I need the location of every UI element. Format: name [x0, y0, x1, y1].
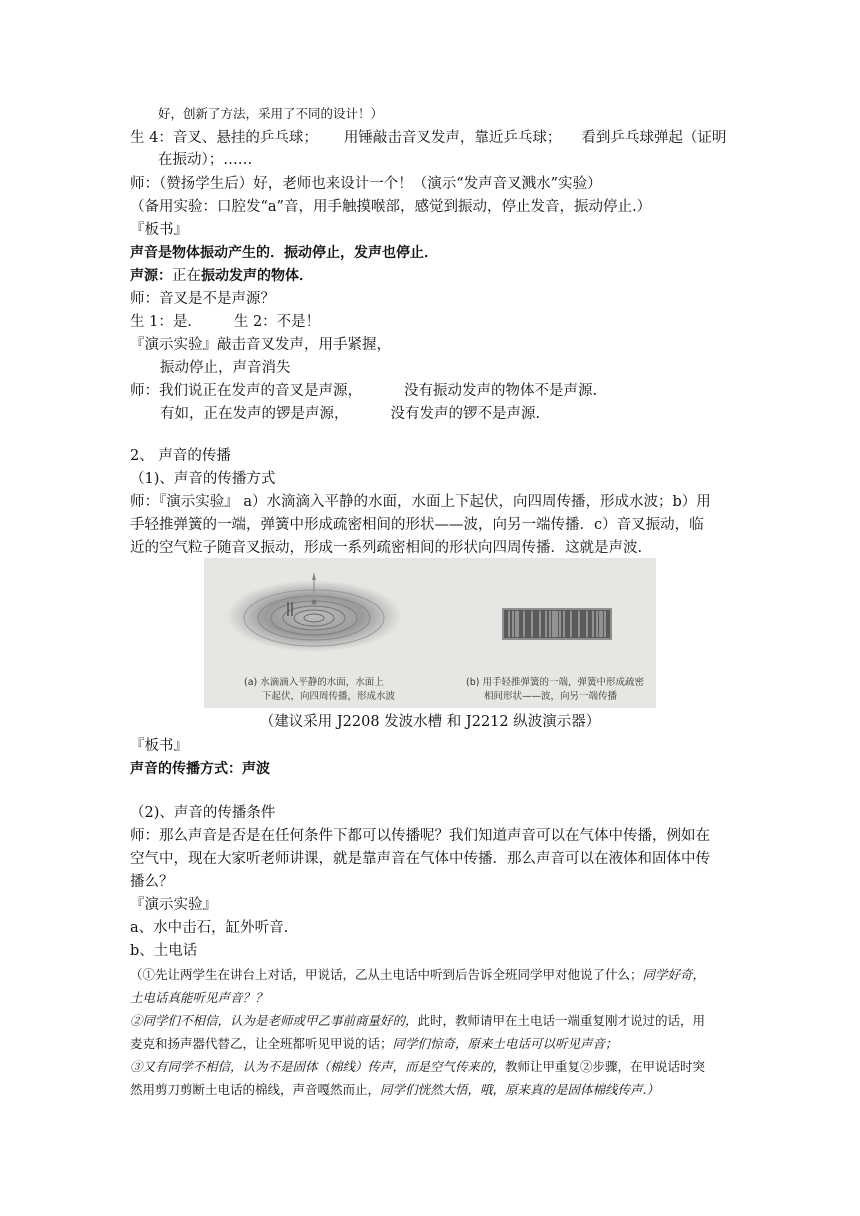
text-line: ②同学们不相信，认为是老师或甲乙事前商量好的，此时，教师请甲在土电话一端重复刚才说过的话，用: [130, 1013, 706, 1028]
board-note: 声音是物体振动产生的．振动停止，发声也停止．: [130, 245, 438, 261]
text-line: 振动停止，声音消失: [160, 360, 291, 376]
figure-caption-b-line2: 相间形状——波，向另一端传播: [484, 691, 618, 702]
text-line: 声源：正在振动发声的物体．: [130, 268, 313, 284]
text-line: 空气中，现在大家听老师讲课，就是靠声音在气体中传播．那么声音可以在液体和固体中传: [130, 851, 710, 867]
board-note: 声音的传播方式：声波: [130, 761, 270, 777]
text-line: 生 4：音叉、悬挂的乒乓球； 用锤敲击音叉发声，靠近乒乓球； 看到乒乓球弹起（证明: [130, 130, 727, 146]
text-line: （①先让两学生在讲台上对话，甲说话，乙从土电话中听到后告诉全班同学甲对他说了什么；同学好奇，: [130, 967, 706, 982]
text-line: 手轻推弹簧的一端，弹簧中形成疏密相间的形状——波，向另一端传播．c）音叉振动，临: [130, 517, 704, 533]
text-line: 师：『演示实验』 a）水滴滴入平静的水面，水面上下起伏，向四周传播，形成水波；b）用: [130, 494, 711, 510]
text-line: 播么？: [130, 874, 174, 890]
water-wave-image: [226, 572, 402, 652]
subsection-heading: （1)、声音的传播方式: [130, 471, 276, 487]
subsection-heading: （2)、声音的传播条件: [130, 805, 276, 821]
text-line: 好，创新了方法，采用了不同的设计！）: [158, 106, 384, 121]
text-line: （备用实验：口腔发“a”音，用手触摸喉部，感觉到振动，停止发音，振动停止.）: [130, 199, 652, 215]
text-line: 在振动）；……: [158, 152, 253, 168]
section-heading: 2、 声音的传播: [130, 448, 231, 464]
text-line: 师：我们说正在发声的音叉是声源， 没有振动发声的物体不是声源.: [130, 383, 598, 399]
text-line: ③又有同学不相信，认为不是固体（棉线）传声，而是空气传来的，教师让甲重复②步骤，在甲说话时突: [130, 1059, 706, 1074]
figure-caption-b: (b) 用手轻推弹簧的一端，弹簧中形成疏密: [466, 677, 644, 688]
text-line: 师：那么声音是否是在任何条件下都可以传播呢？我们知道声音可以在气体中传播，例如在: [130, 828, 710, 844]
text-line: 麦克和扬声器代替乙，让全班都听见甲说的话；同学们惊奇，原来土电话可以听见声音；: [130, 1036, 618, 1051]
text-line: 有如，正在发声的锣是声源， 没有发声的锣不是声源.: [160, 406, 541, 422]
text-line: 然用剪刀剪断土电话的棉线，声音嘎然而止，同学们恍然大悟，哦，原来真的是固体棉线传声.）: [130, 1082, 659, 1097]
text-line: 生 1：是． 生 2：不是！: [130, 314, 321, 330]
text-line: 师：（赞扬学生后）好，老师也来设计一个！（演示“发声音叉溅水”实验）: [130, 176, 602, 192]
text-line: 近的空气粒子随音叉振动，形成一系列疏密相间的形状向四周传播．这就是声波.: [130, 540, 643, 556]
text-line: 『演示实验』: [130, 897, 217, 913]
figure-note: （建议采用 J2208 发波水槽 和 J2212 纵波演示器）: [259, 714, 601, 730]
text-line: 『板书』: [130, 222, 188, 238]
figure-caption-a-line2: 下起伏，向四周传播，形成水波: [262, 691, 396, 702]
text-line: 『板书』: [130, 738, 188, 754]
figure-caption-a: (a) 水滴滴入平静的水面，水面上: [244, 677, 384, 688]
text-line: a、水中击石，缸外听音.: [130, 920, 289, 936]
spring-wave-image: [502, 608, 612, 640]
text-line: b、土电话: [130, 943, 198, 959]
wave-figure: [204, 558, 656, 708]
text-line: 土电话真能听见声音？？: [130, 990, 268, 1005]
text-line: 『演示实验』敲击音叉发声，用手紧握，: [130, 337, 391, 353]
text-line: 师：音叉是不是声源？: [130, 291, 275, 307]
